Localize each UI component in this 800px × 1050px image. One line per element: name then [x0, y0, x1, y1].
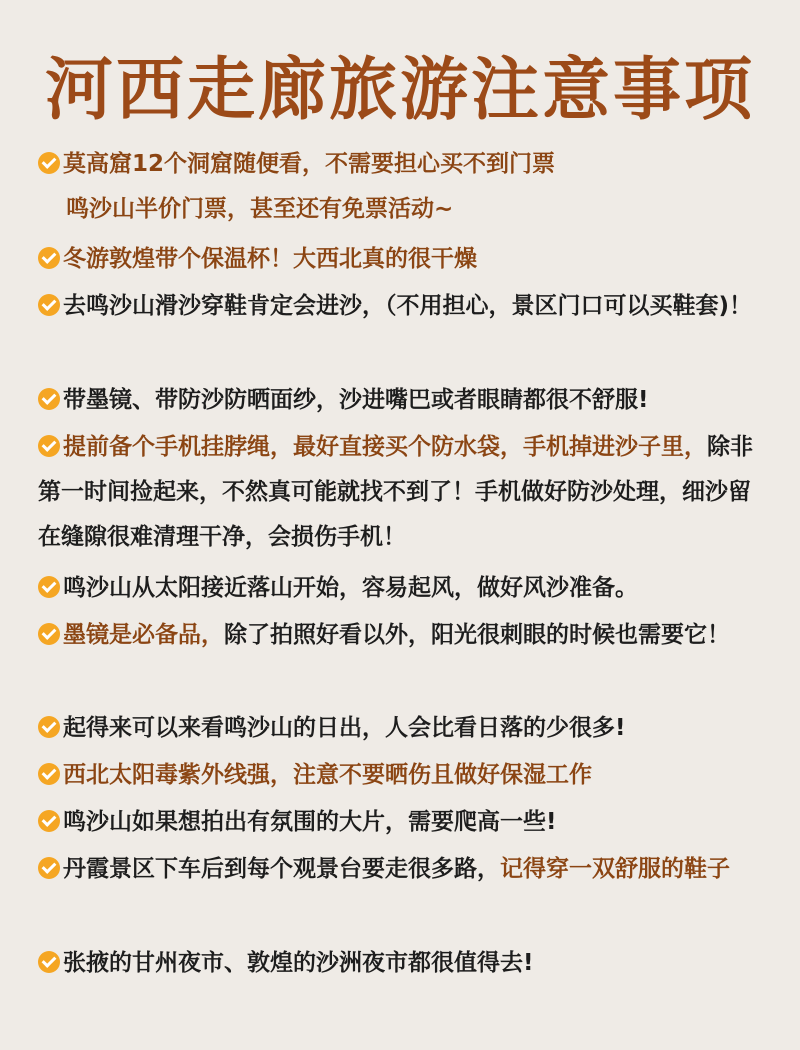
tip-highlight: 提前备个手机挂脖绳，最好直接买个防水袋，手机掉进沙子里，: [63, 434, 707, 460]
tip-text: 去鸣沙山滑沙穿鞋肯定会进沙，（不用担心，景区门口可以买鞋套)！: [63, 293, 753, 319]
check-circle-icon: [38, 716, 60, 738]
check-circle-icon: [38, 388, 60, 410]
tip-9: [38, 753, 768, 798]
check-circle-icon: [38, 810, 60, 832]
tip-5: [38, 425, 768, 560]
tip-11: [38, 847, 768, 892]
tip-text: 莫高窟12个洞窟随便看，不需要担心买不到门票: [63, 151, 556, 177]
tip-10: [38, 800, 768, 845]
check-circle-icon: [38, 951, 60, 973]
tip-3: [38, 284, 768, 329]
check-circle-icon: [38, 294, 60, 316]
tip-highlight: 记得穿一双舒服的鞋子: [500, 856, 730, 882]
tip-text: 鸣沙山如果想拍出有氛围的大片，需要爬高一些!: [63, 809, 557, 835]
tip-6: [38, 566, 768, 611]
tip-text: 鸣沙山从太阳接近落山开始，容易起风，: [63, 575, 477, 601]
tip-12: [38, 941, 768, 986]
check-circle-icon: [38, 435, 60, 457]
tip-text: 除了拍照好看以外，阳光很刺眼的时候也需要它！: [224, 622, 730, 648]
check-circle-icon: [38, 576, 60, 598]
check-circle-icon: [38, 623, 60, 645]
tip-text: 起得来可以来看鸣沙山的日出，人会比看日落的少很多!: [63, 715, 626, 741]
tip-7: [38, 613, 768, 658]
check-circle-icon: [38, 857, 60, 879]
tip-emphasis: 做好风沙准备。: [477, 575, 638, 601]
tip-2: [38, 237, 768, 282]
tip-highlight: 西北太阳毒紫外线强，注意不要晒伤且做好保湿工作: [63, 762, 592, 788]
tip-4: [38, 378, 768, 423]
tip-text: 冬游敦煌带个保温杯！大西北真的很干燥: [63, 246, 477, 272]
tip-highlight: 墨镜是必备品，: [63, 622, 224, 648]
tip-text: 张掖的甘州夜市、敦煌的沙洲夜市都很值得去!: [63, 950, 534, 976]
check-circle-icon: [38, 247, 60, 269]
check-circle-icon: [38, 763, 60, 785]
check-circle-icon: [38, 152, 60, 174]
tip-text: 丹霞景区下车后到每个观景台要走很多路，: [63, 856, 500, 882]
tip-8: [38, 706, 768, 751]
tip-1: [38, 142, 768, 232]
page-title: 河西走廊旅游注意事项: [44, 51, 755, 130]
tip-text: 除非第一时间捡起来，不然真可能就找不到了！手机做好防沙处理，细沙留在缝隙很难清理干净，会损伤手机！: [38, 434, 753, 550]
tip-text: 带墨镜、带防沙防晒面纱，沙进嘴巴或者眼睛都很不舒服!: [63, 387, 649, 413]
tip-text: 鸣沙山半价门票，甚至还有免票活动~: [66, 196, 454, 222]
